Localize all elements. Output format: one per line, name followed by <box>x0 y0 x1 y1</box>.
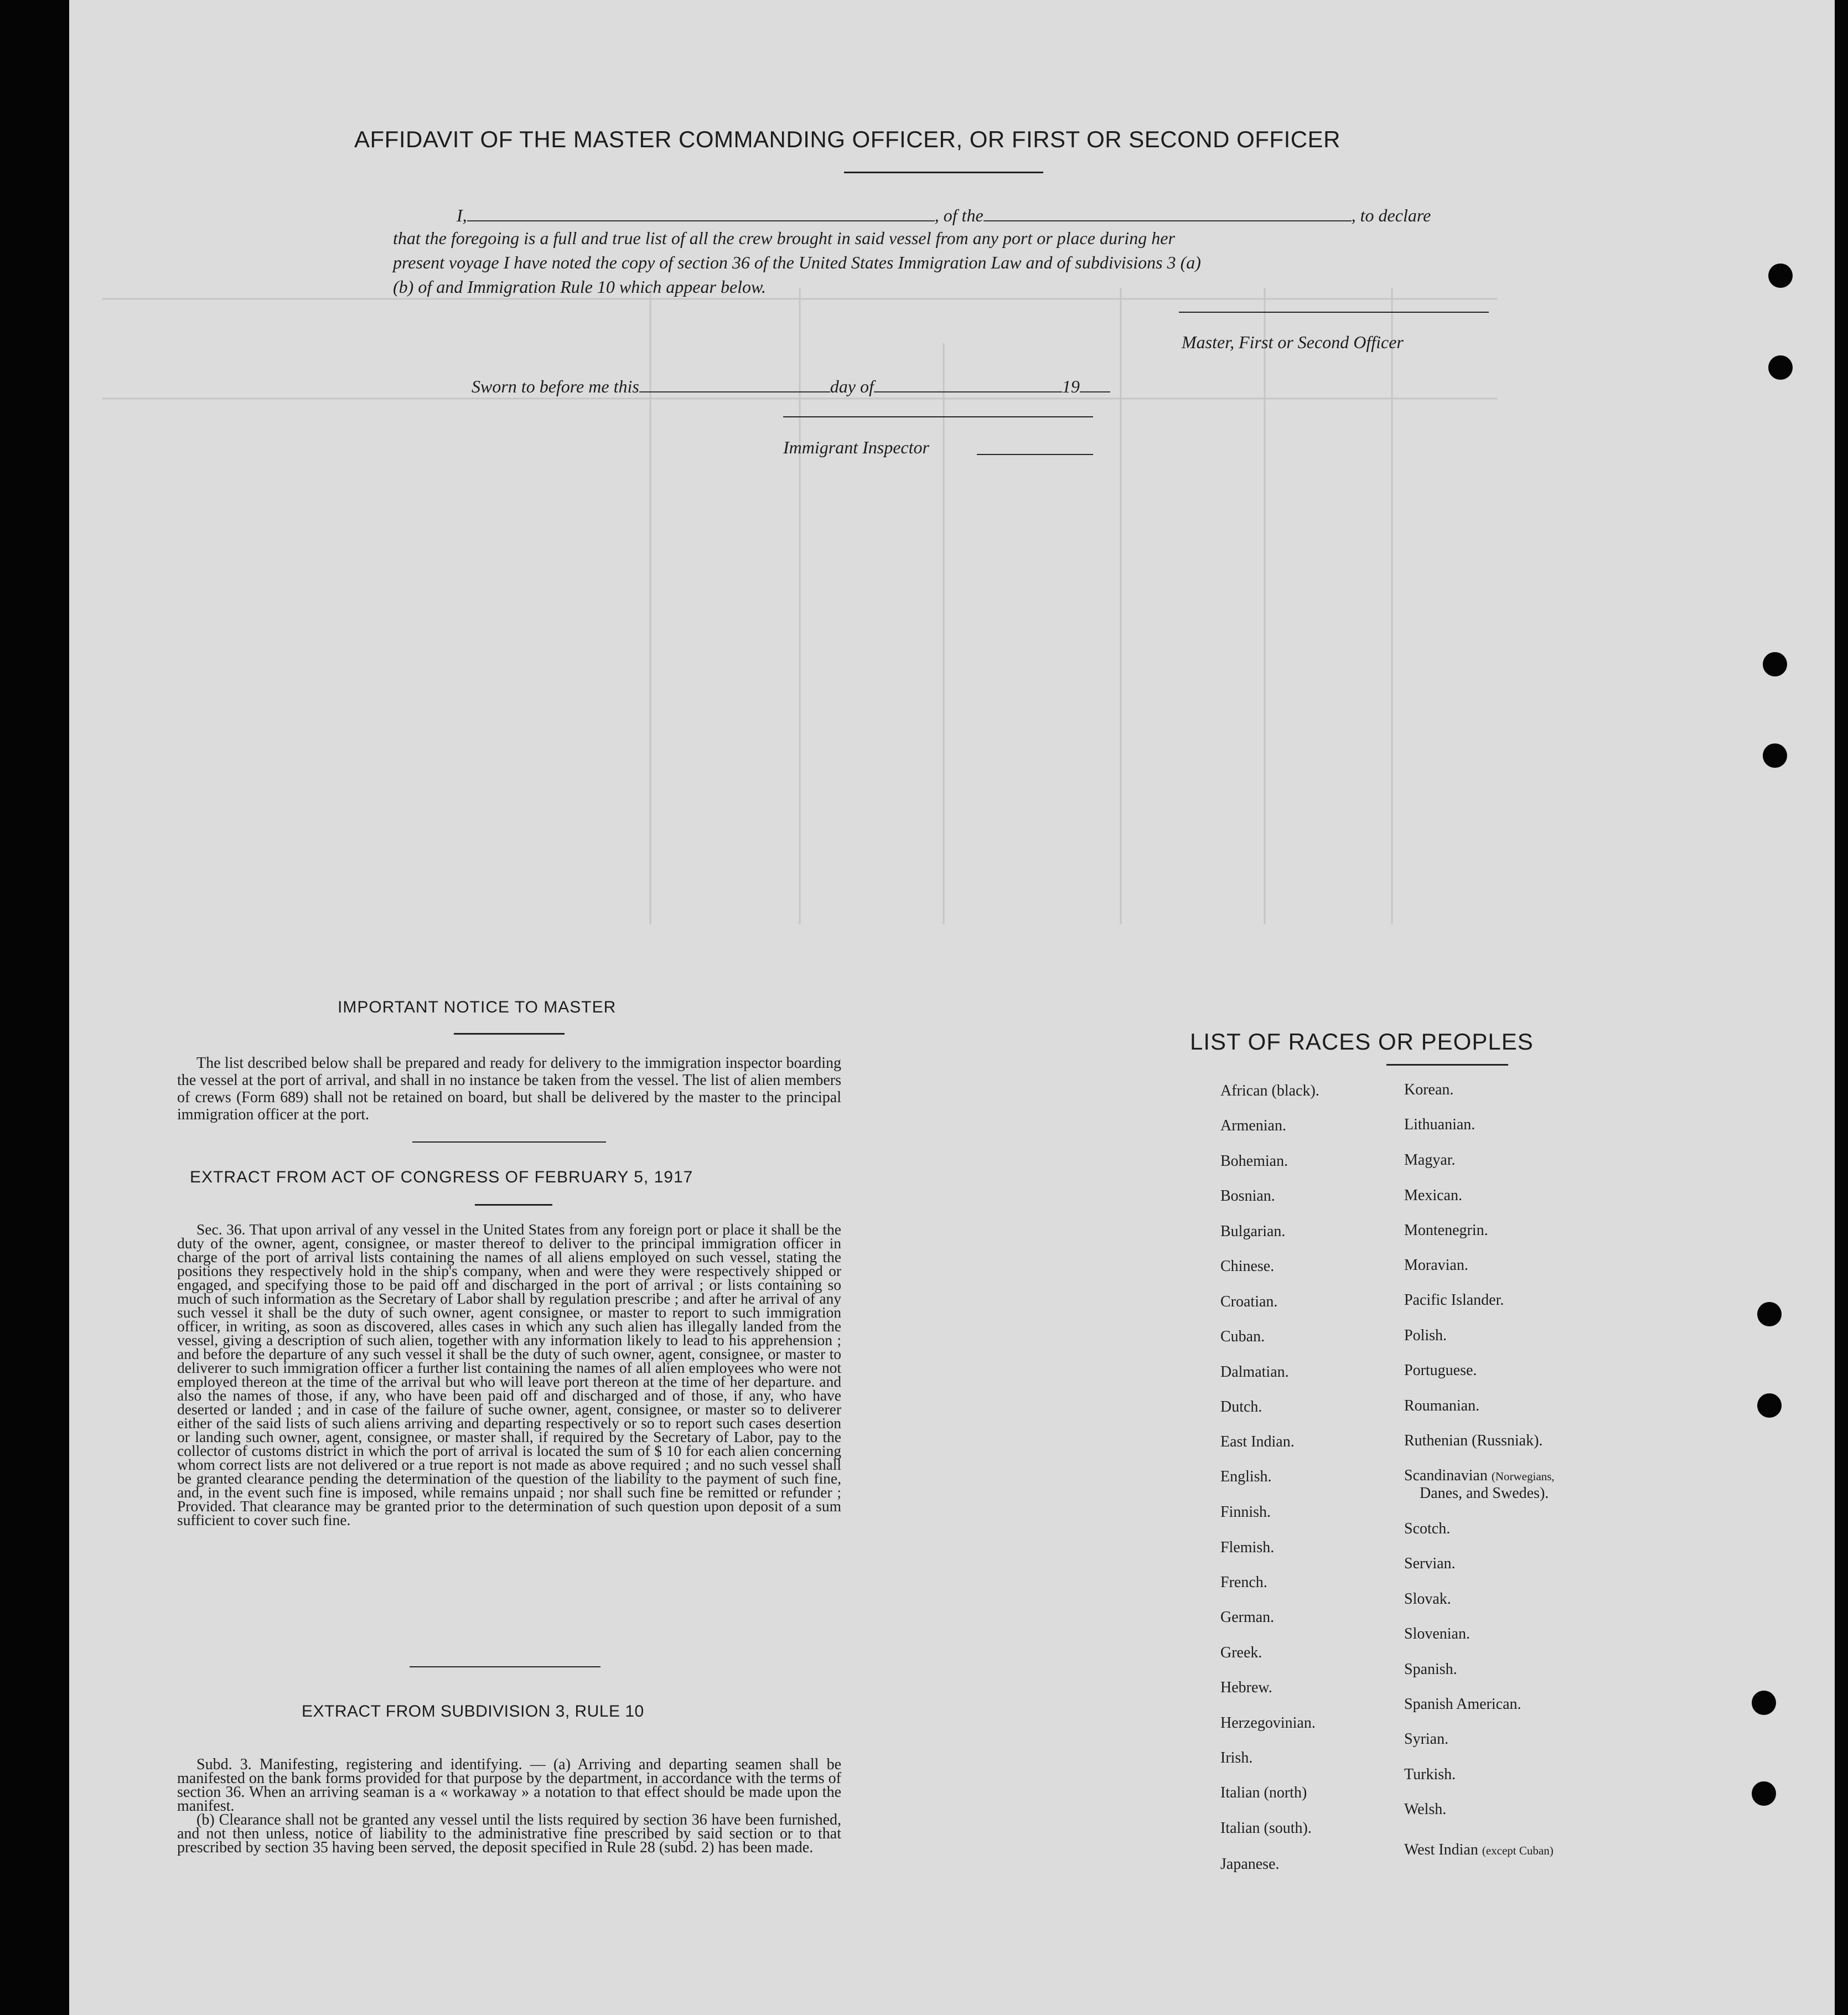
act-end-divider <box>410 1666 601 1667</box>
affidavit-line-1 <box>457 200 1431 226</box>
races-divider <box>1386 1064 1508 1066</box>
binder-hole <box>1752 1781 1776 1806</box>
affidavit-line-3: present voyage I have noted the copy of section 36 of the United States Immigration Law and of subdivisions 3 (a) <box>393 252 1201 272</box>
rule-para-a: Subd. 3. Manifesting, registering and identifying. — (a) Arriving and departing seamen shall be manifested on the bank forms provided for that purpose by the department, in accordance with the terms of section 36. When an arriving seaman is a « workaway » a notation to that effect should be made upon the manifest. <box>177 1756 841 1815</box>
rule-title: EXTRACT FROM SUBDIVISION 3, RULE 10 <box>302 1702 644 1720</box>
binder-hole <box>1768 264 1793 288</box>
inspector-blank-line[interactable] <box>977 454 1093 455</box>
race-west-indian-label: West Indian <box>1404 1841 1478 1858</box>
notice-title: IMPORTANT NOTICE TO MASTER <box>338 998 617 1016</box>
race-scandinavian-note: (Norwegians, <box>1491 1470 1555 1483</box>
affidavit-line-4: (b) of and Immigration Rule 10 which appear below. <box>393 277 766 297</box>
race-servian: Servian. <box>1404 1555 1456 1572</box>
act-divider <box>475 1204 552 1206</box>
race-west-indian-note: (except Cuban) <box>1482 1844 1554 1857</box>
race-left-item: Bosnian. <box>1220 1187 1275 1205</box>
race-left-item: Bohemian. <box>1220 1153 1288 1170</box>
race-scotch: Scotch. <box>1404 1520 1451 1537</box>
sworn-year-blank[interactable] <box>1080 371 1110 392</box>
i-prefix: I, <box>457 205 467 225</box>
race-mexican: Mexican. <box>1404 1187 1462 1204</box>
race-left-item: Greek. <box>1220 1644 1262 1661</box>
title-divider <box>844 172 1043 173</box>
race-scandinavian <box>1404 1467 1555 1485</box>
race-portuguese: Portuguese. <box>1404 1362 1477 1379</box>
race-roumanian: Roumanian. <box>1404 1397 1480 1414</box>
vessel-blank[interactable] <box>983 200 1352 221</box>
race-left-item: Dutch. <box>1220 1398 1262 1415</box>
race-pacific-islander: Pacific Islander. <box>1404 1291 1504 1309</box>
race-left-item: Dalmatian. <box>1220 1363 1289 1381</box>
sworn-line <box>472 371 1110 397</box>
day-of-label: day of <box>830 376 874 396</box>
master-label: Master, First or Second Officer <box>1182 332 1404 352</box>
race-moravian: Moravian. <box>1404 1257 1468 1274</box>
race-left-item: French. <box>1220 1574 1267 1591</box>
sworn-month-blank[interactable] <box>874 371 1062 392</box>
document-page <box>69 0 1835 2015</box>
race-polish: Polish. <box>1404 1327 1447 1344</box>
rule-body <box>177 1758 841 1854</box>
sworn-label: Sworn to before me this <box>472 376 639 396</box>
to-declare-label: , to declare <box>1351 205 1431 225</box>
master-signature-line[interactable] <box>1179 312 1489 313</box>
notice-body: The list described below shall be prepared and ready for delivery to the immigration inspector boarding the vessel at the port of arrival, and shall in no instance be taken from the vessel. The list of alien members of crews (Form 689) shall not be retained on board, but shall be delivered by the master to the principal immigration officer at the port. <box>177 1055 841 1123</box>
race-magyar: Magyar. <box>1404 1151 1456 1169</box>
race-left-item: Bulgarian. <box>1220 1223 1286 1240</box>
inspector-signature-line[interactable] <box>783 416 1093 417</box>
act-title: EXTRACT FROM ACT OF CONGRESS OF FEBRUARY 5, 1917 <box>190 1168 693 1186</box>
race-left-item: English. <box>1220 1468 1272 1485</box>
race-left-item: Hebrew. <box>1220 1679 1272 1696</box>
binder-hole <box>1763 652 1787 676</box>
race-left-item: East Indian. <box>1220 1433 1295 1450</box>
race-ruthenian: Ruthenian (Russniak). <box>1404 1432 1543 1449</box>
notice-end-divider <box>412 1141 606 1143</box>
rule-para-b: (b) Clearance shall not be granted any vessel until the lists required by section 36 have been furnished, and not then unless, notice of liability to the administrative fine prescribed by said section or to that prescribed by section 35 having been served, the deposit specified in Rule 28 (subd. 2) has been made. <box>177 1811 841 1856</box>
race-left-item: Flemish. <box>1220 1539 1275 1556</box>
sworn-day-blank[interactable] <box>639 371 830 392</box>
race-left-item: Cuban. <box>1220 1328 1265 1345</box>
race-left-item: Japanese. <box>1220 1856 1280 1873</box>
race-left-item: Chinese. <box>1220 1258 1275 1275</box>
race-spanish: Spanish. <box>1404 1661 1457 1678</box>
race-west-indian <box>1404 1841 1554 1859</box>
binder-hole <box>1763 743 1787 768</box>
race-left-item: Italian (north) <box>1220 1784 1307 1801</box>
affidavit-statement <box>393 226 1201 299</box>
race-left-item: Armenian. <box>1220 1117 1286 1134</box>
race-korean: Korean. <box>1404 1081 1454 1098</box>
race-turkish: Turkish. <box>1404 1766 1456 1783</box>
race-left-item: Finnish. <box>1220 1504 1271 1521</box>
name-blank[interactable] <box>467 200 935 221</box>
race-lithuanian: Lithuanian. <box>1404 1116 1476 1133</box>
race-left-item: Italian (south). <box>1220 1820 1312 1837</box>
affidavit-title: AFFIDAVIT OF THE MASTER COMMANDING OFFICER, OR FIRST OR SECOND OFFICER <box>354 126 1340 152</box>
race-spanish-american: Spanish American. <box>1404 1696 1521 1713</box>
binder-hole <box>1757 1393 1782 1418</box>
race-welsh: Welsh. <box>1404 1801 1447 1818</box>
binder-hole <box>1752 1691 1776 1715</box>
binder-hole <box>1757 1302 1782 1326</box>
notice-divider <box>454 1033 565 1035</box>
race-slovak: Slovak. <box>1404 1590 1451 1608</box>
race-left-item: Herzegovinian. <box>1220 1714 1316 1732</box>
race-montenegrin: Montenegrin. <box>1404 1222 1488 1239</box>
race-scandinavian-label: Scandinavian <box>1404 1467 1488 1484</box>
affidavit-line-2: that the foregoing is a full and true list of all the crew brought in said vessel from any port or place during her <box>393 228 1175 248</box>
races-title: LIST OF RACES OR PEOPLES <box>1190 1029 1534 1055</box>
race-left-item: Irish. <box>1220 1749 1253 1766</box>
act-body: Sec. 36. That upon arrival of any vessel in the United States from any foreign port or place it shall be the duty of the owner, agent, consignee, or master thereof to deliver to the principal immigration officer in charge of the port of arrival lists containing the names of all aliens employed on such vessel, stating the positions they respectively hold in the ship's company, when and were they were respectively shipped or engaged, and specifying those to be paid off and discharged in the port of arrival ; or lists containing so much of such information as the Secretary of Labor shall by regulation prescribe ; and after he arrival of any such vessel it shall be the duty of such owner, agent consignee, or master to report to such immigration officer, in writing, as soon as discovered, alles cases in which any such alien has illegally landed from the vessel, giving a description of such alien, together with any information likely to lead to his apprehension ; and before the departure of any such vessel it shall be the duty of such owner, agent, consignee, or master to deliverer to such immigration officer a further list containing the names of all alien employees who were not employed thereon at the time of the arrival but who will leave port thereon at the time of her departure. and also the names of those, if any, who have been paid off and discharged and of those, if any, who have deserted or landed ; and in case of the failure of suche owner, agent, consignee, or master so to deliverer either of the said lists of such aliens arriving and departing respectively or so to report such cases desertion or landing such owner, agent, consignee, or master shall, if required by the Secretary of Labor, pay to the collector of customs district in which the port of arrival is located the sum of $ 10 for each alien concerning whom correct lists are not delivered or a true report is not made as above required ; and no such vessel shall be granted clearance pending the determination of the question of the liability to the payment of such fine, and, in the event such fine is imposed, while remains unpaid ; nor shall such fine be remitted or refunder ; Provided. That clearance may be granted prior to the determination of such question upon deposit of a sum sufficient to cover such fine. <box>177 1221 841 1528</box>
binder-hole <box>1768 355 1793 380</box>
race-left-item: German. <box>1220 1609 1275 1626</box>
race-left-item: Croatian. <box>1220 1293 1278 1310</box>
race-slovenian: Slovenian. <box>1404 1625 1470 1642</box>
year-prefix: 19 <box>1062 376 1080 396</box>
race-syrian: Syrian. <box>1404 1730 1449 1748</box>
race-left-item: African (black). <box>1220 1082 1319 1099</box>
inspector-label: Immigrant Inspector <box>783 437 929 457</box>
of-the-label: , of the <box>934 205 983 225</box>
race-scandinavian-note-2: Danes, and Swedes). <box>1420 1485 1549 1502</box>
